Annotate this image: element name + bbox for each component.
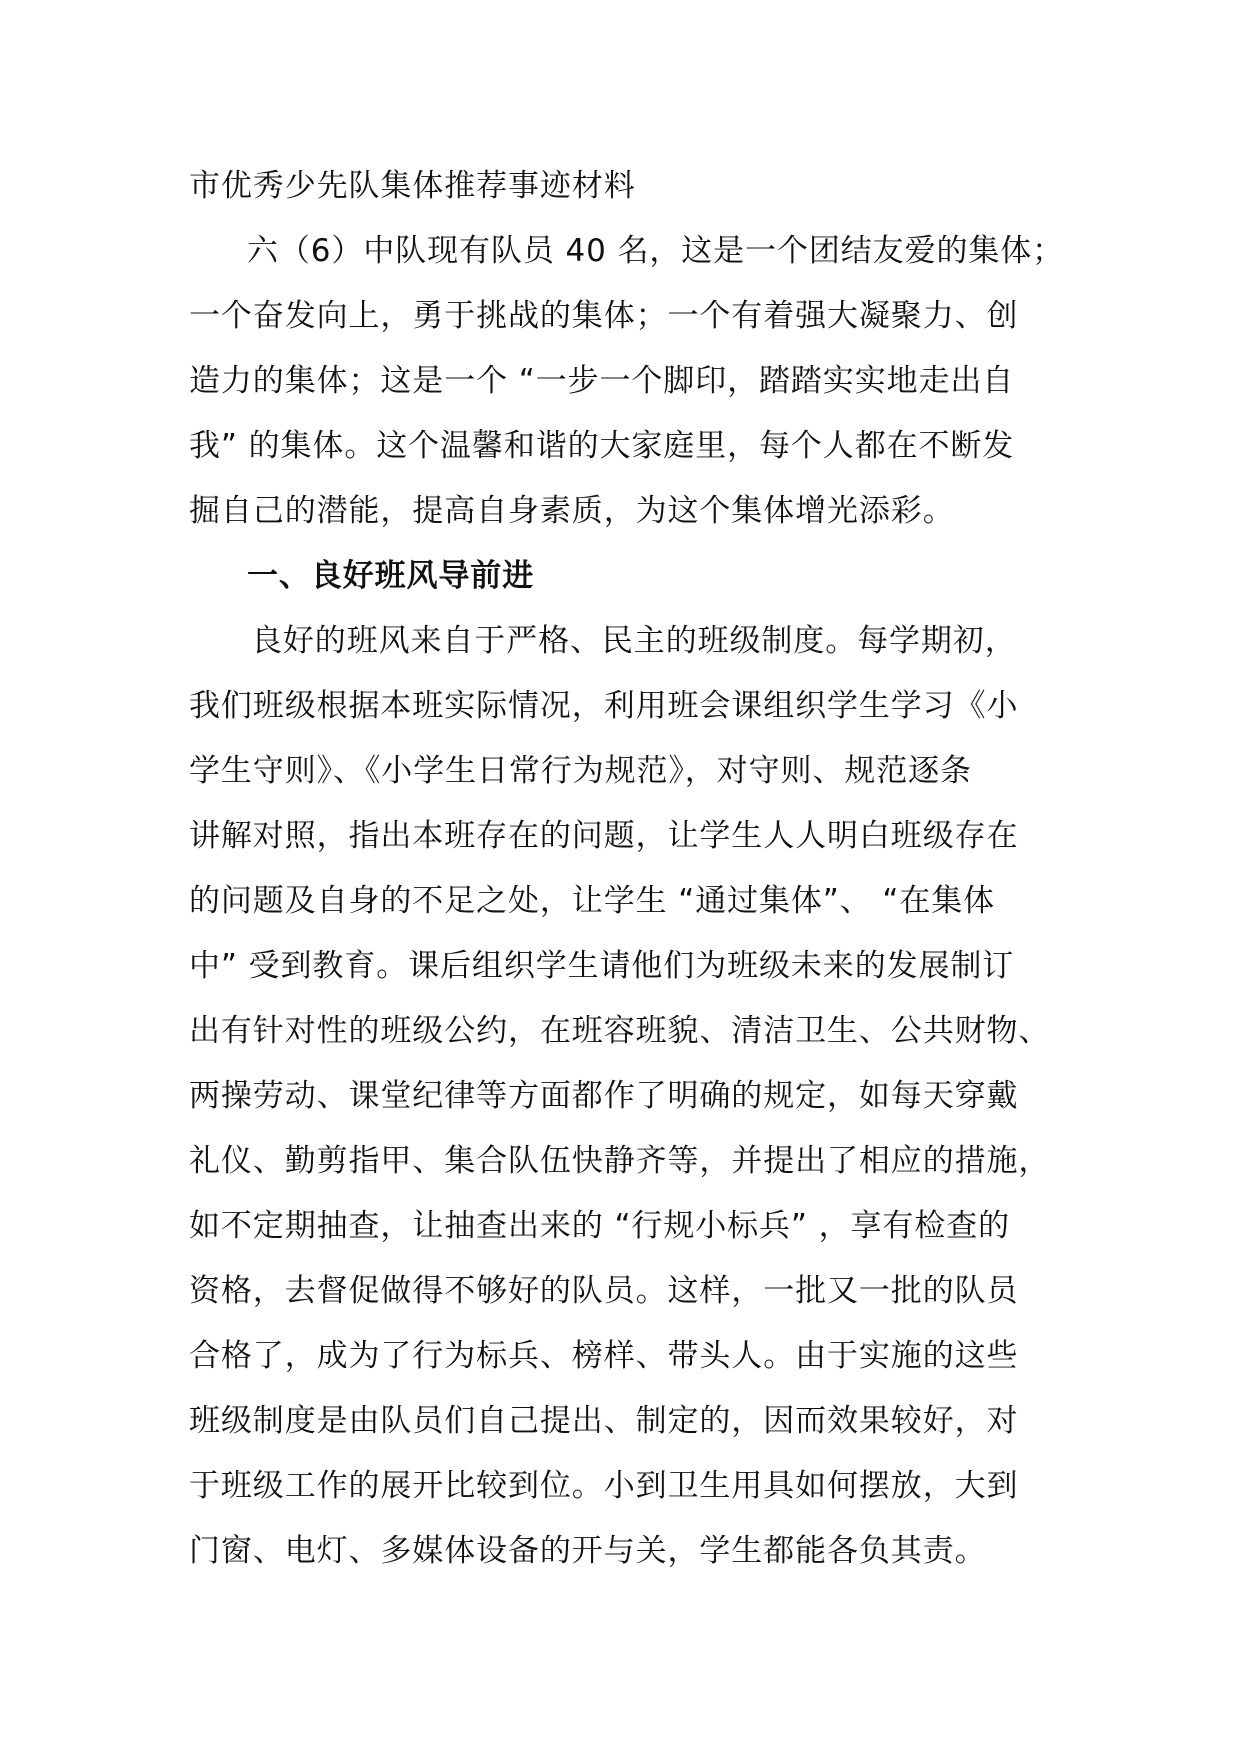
body-line: 讲解对照，指出本班存在的问题，让学生人人明白班级存在 [189,818,1019,854]
body-line: 于班级工作的展开比较到位。小到卫生用具如何摆放，大到 [189,1468,1019,1504]
body-line: 合格了，成为了行为标兵、榜样、带头人。由于实施的这些 [189,1338,1019,1374]
body-line: 班级制度是由队员们自己提出、制定的，因而效果较好，对 [189,1403,1019,1439]
intro-line: 六（6）中队现有队员 40 名，这是一个团结友爱的集体； [247,233,1065,269]
body-line: 两操劳动、课堂纪律等方面都作了明确的规定，如每天穿戴 [189,1078,1019,1114]
section-heading: 一、良好班风导前进 [247,558,535,594]
body-line: 学生守则》、《小学生日常行为规范》，对守则、规范逐条 [189,753,972,789]
intro-line: 掘自己的潜能，提高自身素质，为这个集体增光添彩。 [189,493,955,529]
intro-line: 造力的集体；这是一个 “一步一个脚印，踏踏实实地走出自 [189,363,1015,399]
body-line: 礼仪、勤剪指甲、集合队伍快静齐等，并提出了相应的措施， [189,1143,1051,1179]
body-line: 良好的班风来自于严格、民主的班级制度。每学期初， [251,623,1017,659]
body-line: 中” 受到教育。课后组织学生请他们为班级未来的发展制订 [189,948,1015,984]
body-line: 的问题及自身的不足之处，让学生 “通过集体”、 “在集体 [189,883,996,919]
body-line: 出有针对性的班级公约，在班容班貌、清洁卫生、公共财物、 [189,1013,1051,1049]
document-body [189,154,1065,1584]
intro-line: 一个奋发向上，勇于挑战的集体；一个有着强大凝聚力、创 [189,298,1019,334]
body-line: 资格，去督促做得不够好的队员。这样，一批又一批的队员 [189,1273,1019,1309]
body-line: 我们班级根据本班实际情况，利用班会课组织学生学习《小 [189,688,1019,724]
document-title: 市优秀少先队集体推荐事迹材料 [189,168,636,204]
body-line: 如不定期抽查，让抽查出来的 “行规小标兵” ，享有检查的 [189,1208,1011,1244]
body-line: 门窗、电灯、多媒体设备的开与关，学生都能各负其责。 [189,1533,987,1569]
intro-line: 我” 的集体。这个温馨和谐的大家庭里，每个人都在不断发 [189,428,1015,464]
